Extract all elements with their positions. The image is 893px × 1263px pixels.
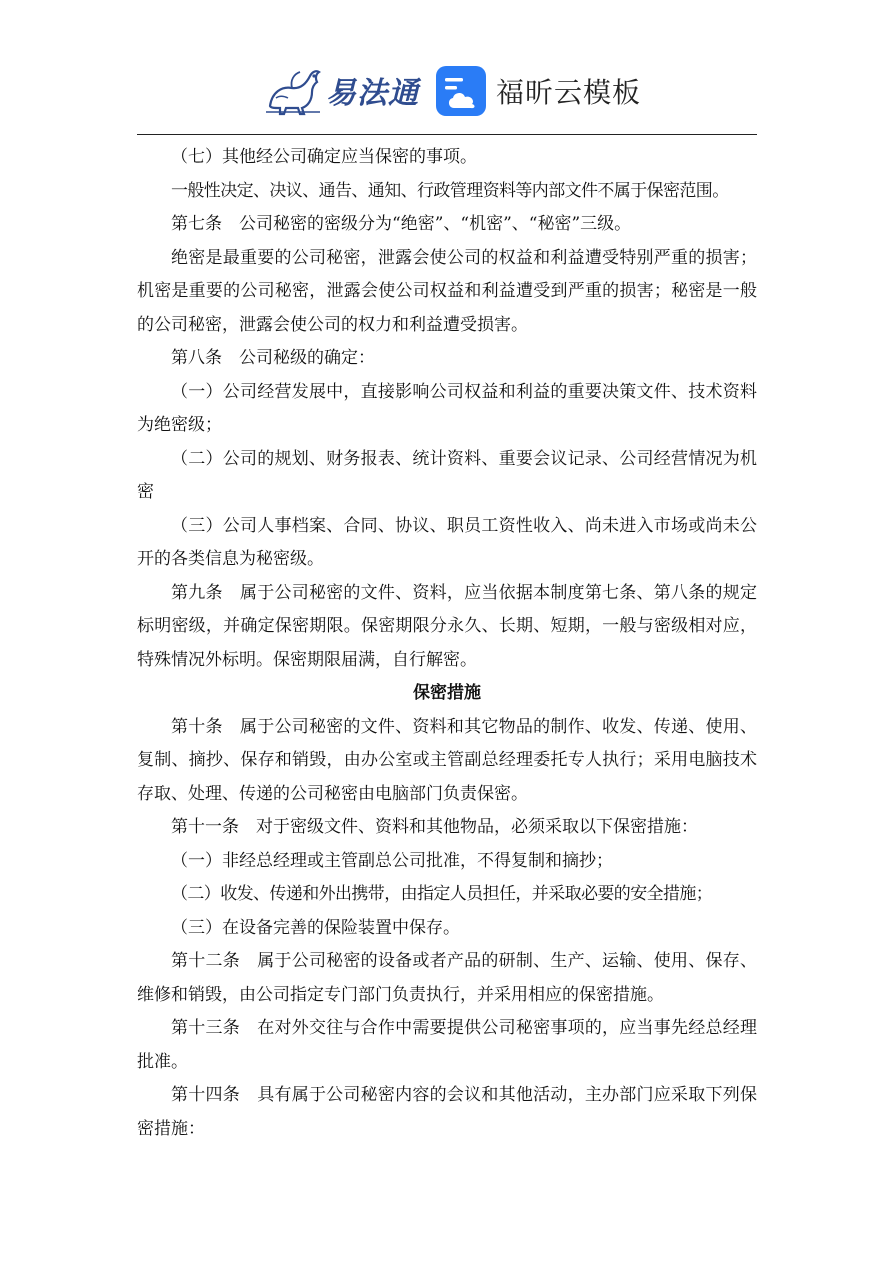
body-paragraph: （二）收发、传递和外出携带，由指定人员担任，并采取必要的安全措施； — [171, 884, 713, 904]
cloud-document-icon — [436, 66, 486, 116]
body-paragraph: 第八条 公司秘级的确定： — [171, 348, 375, 368]
page-header — [0, 58, 893, 124]
brand-left-name: 易法通 — [326, 76, 419, 111]
yifatong-logo — [262, 58, 419, 122]
body-paragraph: 第十四条 具有属于公司秘密内容的会议和其他活动，主办部门应采取下列保密措施： — [137, 1085, 757, 1139]
qilin-logo-icon — [262, 62, 324, 118]
brand-right-name: 福昕云模板 — [496, 76, 642, 109]
body-paragraph: 第十三条 在对外交往与合作中需要提供公司秘密事项的，应当事先经总经理批准。 — [137, 1018, 757, 1072]
body-paragraph: （一）非经总经理或主管副总公司批准，不得复制和摘抄； — [171, 850, 613, 871]
body-paragraph: 第九条 属于公司秘密的文件、资料，应当依据本制度第七条、第八条的规定标明密级，并确定保密期限。保密期限分永久、长期、短期，一般与密级相对应，特殊情况外标明。保密期限届满，自行解密。 — [137, 582, 757, 670]
body-paragraph: （三）公司人事档案、合同、协议、职员工资性收入、尚未进入市场或尚未公开的各类信息为秘密级。 — [137, 515, 757, 569]
section-heading: 保密措施 — [413, 683, 481, 703]
body-paragraph: 第七条 公司秘密的密级分为“绝密”、“机密”、“秘密”三级。 — [171, 214, 632, 234]
body-paragraph: （七）其他经公司确定应当保密的事项。 — [171, 147, 477, 167]
body-paragraph: （一）公司经营发展中，直接影响公司权益和利益的重要决策文件、技术资料为绝密级； — [137, 381, 757, 435]
body-paragraph: （二）公司的规划、财务报表、统计资料、重要会议记录、公司经营情况为机密 — [137, 448, 757, 502]
body-paragraph: 一般性决定、决议、通告、通知、行政管理资料等内部文件不属于保密范围。 — [171, 180, 729, 201]
body-paragraph: （三）在设备完善的保险装置中保存。 — [171, 917, 460, 938]
body-paragraph: 第十一条 对于密级文件、资料和其他物品，必须采取以下保密措施： — [171, 817, 698, 837]
header-divider — [137, 134, 757, 135]
document-body — [137, 141, 757, 1146]
body-paragraph: 第十二条 属于公司秘密的设备或者产品的研制、生产、运输、使用、保存、维修和销毁，由公司指定专门部门负责执行，并采用相应的保密措施。 — [137, 951, 757, 1005]
foxit-template-logo — [436, 64, 641, 118]
body-paragraph: 绝密是最重要的公司秘密，泄露会使公司的权益和利益遭受特别严重的损害；机密是重要的公司秘密，泄露会使公司权益和利益遭受到严重的损害；秘密是一般的公司秘密，泄露会使公司的权力和利益遭受损害。 — [137, 247, 757, 335]
body-paragraph: 第十条 属于公司秘密的文件、资料和其它物品的制作、收发、传递、使用、复制、摘抄、保存和销毁，由办公室或主管副总经理委托专人执行；采用电脑技术存取、处理、传递的公司秘密由电脑部门负责保密。 — [137, 716, 757, 804]
